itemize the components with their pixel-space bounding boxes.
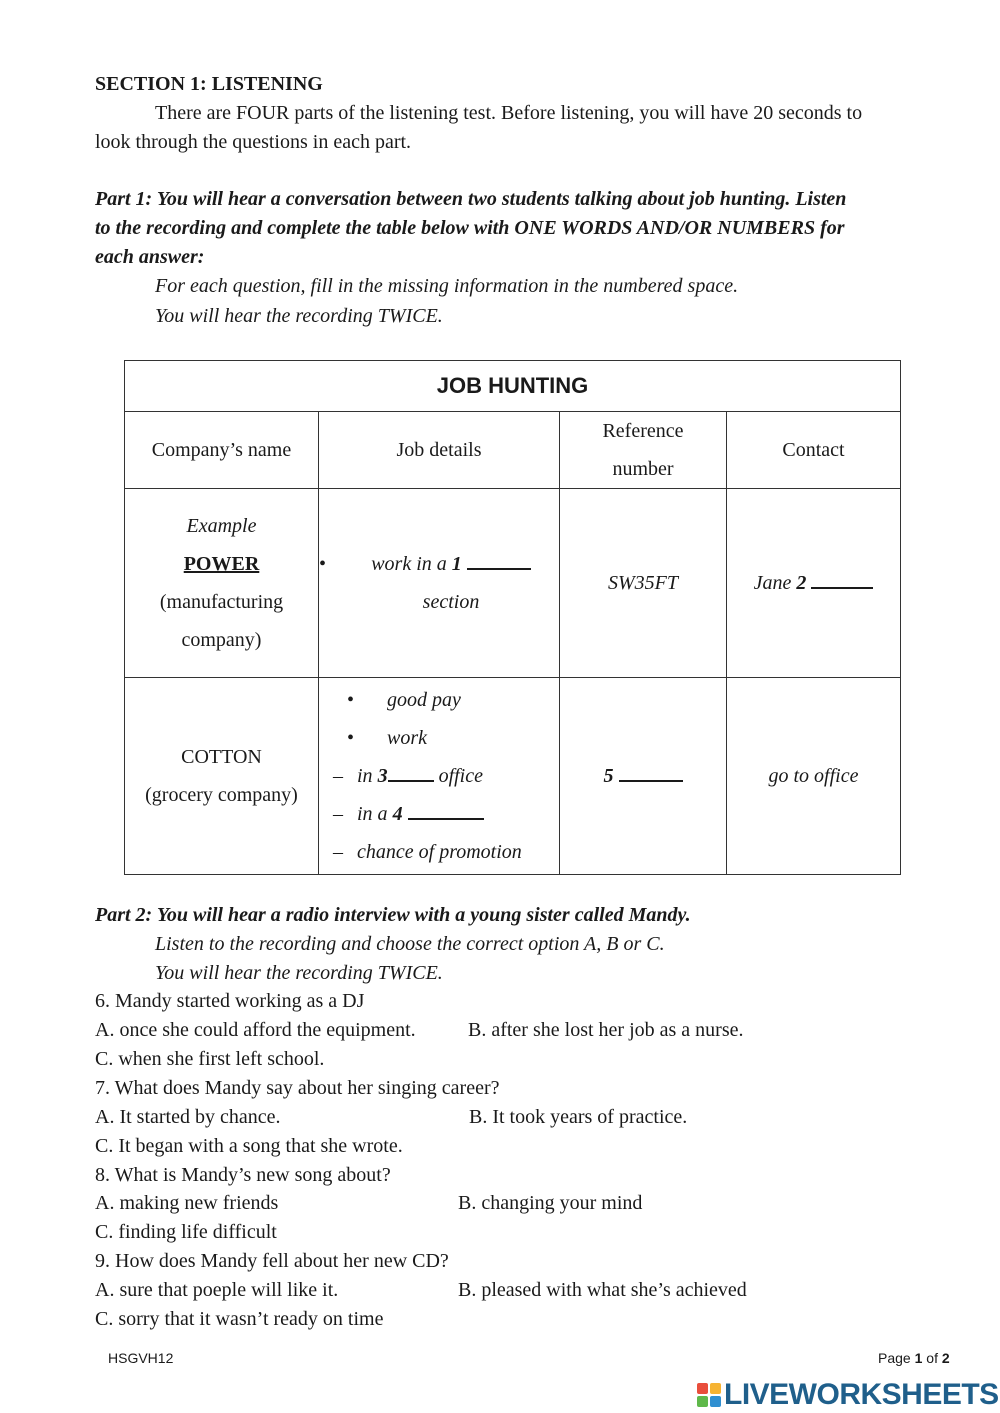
intro-line-1: There are FOUR parts of the listening test. Before listening, you will have 20 seconds to: [155, 102, 863, 124]
section-title: SECTION 1: LISTENING: [95, 73, 323, 95]
q9-option-a[interactable]: A. sure that poeple will like it.: [95, 1279, 339, 1301]
q8-option-c[interactable]: C. finding life difficult: [95, 1221, 277, 1243]
gap-number: 5: [603, 765, 614, 787]
list-item: [319, 545, 559, 583]
row1-job-cell: [319, 489, 560, 678]
table-header-row: [125, 412, 901, 489]
table-row: [125, 678, 901, 875]
row2-contact: go to office: [727, 678, 901, 875]
page-number: [878, 1350, 950, 1366]
dash-prefix: in a: [357, 803, 393, 825]
list-item: – chance of promotion: [325, 833, 559, 871]
part1-title-line-3: each answer:: [95, 246, 205, 268]
q6-option-c[interactable]: C. when she first left school.: [95, 1048, 325, 1070]
page-of: of: [922, 1350, 942, 1366]
q7-option-b[interactable]: B. It took years of practice.: [469, 1106, 688, 1128]
logo-text: LIVEWORKSHEETS: [724, 1378, 999, 1411]
header-company: Company’s name: [125, 412, 319, 489]
question-8: 8. What is Mandy’s new song about?: [95, 1164, 391, 1186]
job-prefix: work in a: [371, 553, 452, 575]
part2-instruction-1: Listen to the recording and choose the correct option A, B or C.: [155, 933, 665, 955]
company-name: COTTON: [181, 746, 262, 768]
row1-company-cell: [125, 489, 319, 678]
page-total: 2: [941, 1350, 950, 1366]
q7-option-a[interactable]: A. It started by chance.: [95, 1106, 281, 1128]
gap-number: 1: [451, 553, 462, 575]
answer-blank-3[interactable]: [388, 764, 434, 782]
page-word: Page: [878, 1350, 915, 1366]
question-9: 9. How does Mandy fell about her new CD?: [95, 1250, 449, 1272]
job-hunting-table: [124, 360, 901, 875]
gap-number: 4: [392, 803, 403, 825]
example-label: Example: [186, 515, 257, 537]
header-reference: [560, 412, 727, 489]
answer-blank-1[interactable]: [467, 552, 531, 570]
question-6: 6. Mandy started working as a DJ: [95, 990, 365, 1012]
part2-title: Part 2: You will hear a radio interview with a young sister called Mandy.: [95, 904, 691, 926]
q6-option-b[interactable]: B. after she lost her job as a nurse.: [468, 1019, 744, 1041]
answer-blank-2[interactable]: [811, 571, 873, 589]
job-suffix: section: [422, 591, 480, 613]
row2-company-cell: [125, 678, 319, 875]
page-current: 1: [914, 1350, 923, 1366]
part1-instruction-1: For each question, fill in the missing information in the numbered space.: [155, 275, 739, 297]
row2-reference-cell: [560, 678, 727, 875]
q9-option-c[interactable]: C. sorry that it wasn’t ready on time: [95, 1308, 384, 1330]
logo-grid-icon: [697, 1383, 721, 1407]
company-desc-line-1: (manufacturing: [159, 591, 284, 613]
list-item: [325, 757, 559, 795]
row1-reference: SW35FT: [560, 489, 727, 678]
header-reference-line-2: number: [612, 458, 674, 480]
question-7: 7. What does Mandy say about her singing career?: [95, 1077, 500, 1099]
part2-instruction-2: You will hear the recording TWICE.: [155, 962, 443, 984]
part1-title-line-2: to the recording and complete the table below with ONE WORDS AND/OR NUMBERS for: [95, 217, 845, 239]
company-desc: (grocery company): [145, 784, 298, 806]
intro-line-2: look through the questions in each part.: [95, 131, 412, 153]
dash-prefix: in: [357, 765, 378, 787]
gap-number: 3: [377, 765, 388, 787]
part1-title-line-1: Part 1: You will hear a conversation between two students talking about job hunting. Listen: [95, 188, 847, 210]
list-item: • work: [347, 719, 559, 757]
answer-blank-4[interactable]: [408, 802, 484, 820]
q6-option-a[interactable]: A. once she could afford the equipment.: [95, 1019, 416, 1041]
liveworksheets-logo[interactable]: [697, 1378, 999, 1412]
company-name: POWER: [183, 553, 260, 575]
answer-blank-5[interactable]: [619, 764, 683, 782]
dash-suffix: office: [433, 765, 483, 787]
list-item: • good pay: [347, 681, 559, 719]
row1-contact-cell: [727, 489, 901, 678]
q9-option-b[interactable]: B. pleased with what she’s achieved: [458, 1279, 747, 1301]
company-desc-line-2: company): [181, 629, 262, 651]
gap-number: 2: [796, 572, 807, 594]
q7-option-c[interactable]: C. It began with a song that she wrote.: [95, 1135, 403, 1157]
table-title: JOB HUNTING: [125, 361, 901, 412]
part1-instruction-2: You will hear the recording TWICE.: [155, 305, 443, 327]
header-job-details: Job details: [319, 412, 560, 489]
footer-code: HSGVH12: [108, 1350, 174, 1366]
header-reference-line-1: Reference: [602, 420, 684, 442]
q8-option-b[interactable]: B. changing your mind: [458, 1192, 643, 1214]
header-contact: Contact: [727, 412, 901, 489]
contact-prefix: Jane: [753, 572, 797, 594]
list-item: [325, 795, 559, 833]
table-row: [125, 489, 901, 678]
q8-option-a[interactable]: A. making new friends: [95, 1192, 279, 1214]
row2-job-cell: [319, 678, 560, 875]
